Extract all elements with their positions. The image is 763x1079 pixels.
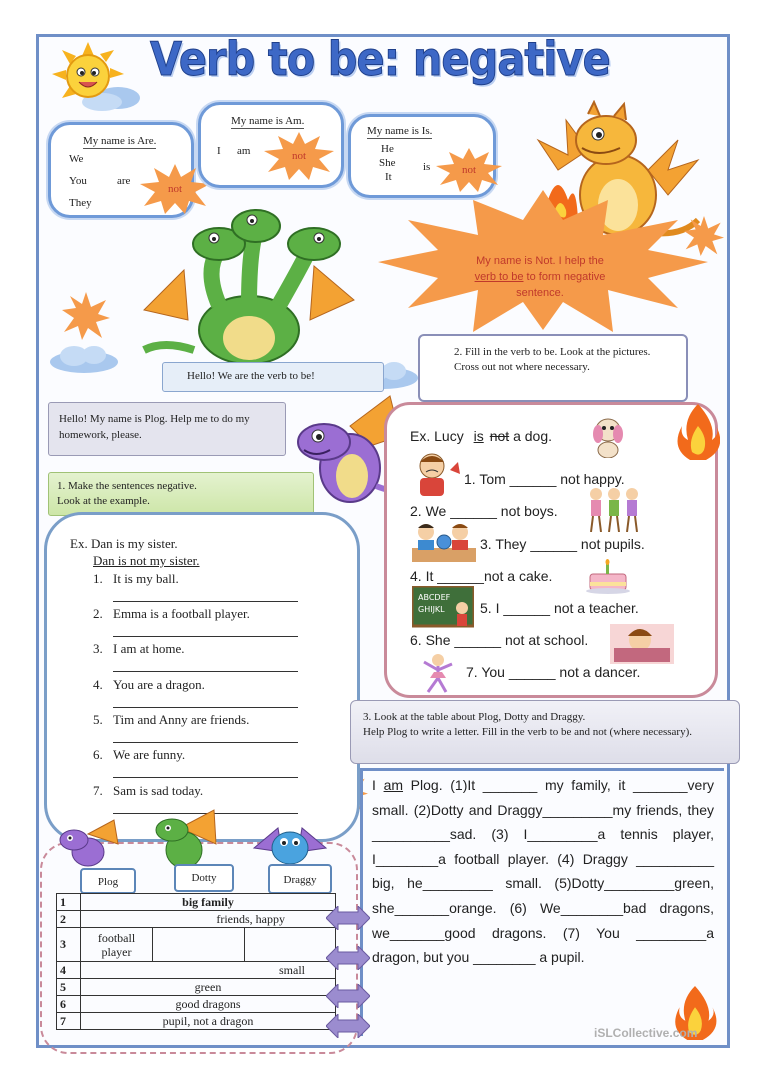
arrow-icon <box>326 946 370 970</box>
arrow-icon <box>326 1014 370 1038</box>
not-star-line2 <box>450 269 630 285</box>
not-label-is: not <box>461 164 477 176</box>
ex1-answer-line[interactable] <box>113 636 298 637</box>
ex1-item-number: 1. <box>93 571 103 586</box>
ex1-example-line2: Dan is not my sister. <box>93 553 200 568</box>
row-cell: green <box>81 979 336 996</box>
worksheet-title: Verb to be: negative <box>150 32 610 86</box>
letter-body: Plog. (1)It _______ my family, it _______very small. (2)Dotty and Draggy_________my friends, they __________sad. (3) I_________a tennis player, I________a football player. (4) Draggy __________ big, he_________ small. (5)Dotty_________green, she_______orange. (6) We________bad dragons, we_______good dragons. (7) You _________a dragon, but you ________ a pupil. <box>372 777 714 966</box>
ex1-answer-line[interactable] <box>113 671 298 672</box>
table-header-dotty: Dotty <box>174 864 234 892</box>
table-header-draggy: Draggy <box>268 864 332 894</box>
row-number: 4 <box>57 962 81 979</box>
ex1-item <box>93 747 185 763</box>
teachers-picture <box>412 520 476 564</box>
ex2-item: 5. I ______ not a teacher. <box>480 600 639 616</box>
ex2-item: 7. You ______ not a dancer. <box>466 664 641 680</box>
ex2-example-crossed-not: not <box>489 428 510 444</box>
pronoun-it: It <box>385 171 392 183</box>
row-cell: good dragons <box>81 996 336 1013</box>
instruction-2-box: 2. Fill in the verb to be. Look at the pictures. Cross out not where necessary. <box>418 334 688 402</box>
arrow-icon <box>326 906 370 930</box>
row-number: 2 <box>57 911 81 928</box>
ex2-example-post: a dog. <box>509 428 553 444</box>
sad-boy-picture <box>410 450 464 498</box>
ex1-answer-line[interactable] <box>113 707 298 708</box>
row-cell: football player <box>81 928 153 962</box>
table-row <box>57 928 336 962</box>
not-star-line3: sentence. <box>516 287 564 299</box>
letter-example-am: am <box>383 777 404 793</box>
ex1-answer-line[interactable] <box>113 601 298 602</box>
ex2-example <box>410 428 552 444</box>
letter-text[interactable] <box>372 773 714 970</box>
ex1-item-number: 7. <box>93 783 103 798</box>
ex2-example-pre: Ex. Lucy <box>410 428 468 444</box>
row-cell: pupil, not a dragon <box>81 1013 336 1030</box>
instruction-1-box: 1. Make the sentences negative. Look at the example. <box>48 472 314 516</box>
bubble-am-head: My name is Am. <box>231 115 305 127</box>
verb-is: is <box>423 161 431 173</box>
blue-dragon-draggy-small-image <box>248 818 332 868</box>
not-star-line1: My name is Not. I help the <box>476 255 604 267</box>
not-label-am: not <box>291 150 307 162</box>
instruction-3-box: 3. Look at the table about Plog, Dotty and Draggy. Help Plog to write a letter. Fill in the verb to be and not (where necessary). <box>350 700 740 764</box>
ex1-item-text: You are a dragon. <box>113 677 205 692</box>
bubble-is-head: My name is Is. <box>367 125 433 137</box>
row-cell <box>153 928 245 962</box>
svg-text:ABCDEF: ABCDEF <box>418 593 451 602</box>
ex1-item <box>93 677 205 693</box>
ex1-answer-line[interactable] <box>113 777 298 778</box>
sleeping-girl-picture <box>610 614 674 664</box>
not-burst-is <box>436 148 502 192</box>
table-row <box>57 1013 336 1030</box>
not-star-line2-rest: to form negative <box>523 271 606 283</box>
not-star-text <box>450 253 630 301</box>
pronoun-he: He <box>381 143 394 155</box>
pronoun-she: She <box>379 157 396 169</box>
ex1-example-line1: Ex. Dan is my sister. <box>70 536 178 551</box>
ex2-item: 4. It ______not a cake. <box>410 568 553 584</box>
ex1-item-number: 3. <box>93 641 103 656</box>
girls-picture <box>584 486 644 532</box>
plog-hello-box: Hello! My name is Plog. Help me to do my homework, please. <box>48 402 286 456</box>
pronoun-they: They <box>69 197 92 209</box>
table-row <box>57 979 336 996</box>
row-cell: big family <box>81 894 336 911</box>
cake-picture <box>586 558 630 594</box>
ex2-item: 1. Tom ______ not happy. <box>464 471 625 487</box>
ex1-item-text: It is my ball. <box>113 571 179 586</box>
ex1-item-number: 6. <box>93 747 103 762</box>
teacher-blackboard-picture <box>412 586 474 630</box>
table-row <box>57 894 336 911</box>
ex1-item <box>93 606 250 622</box>
ex1-item-number: 4. <box>93 677 103 692</box>
green-dragon-dotty-small-image <box>150 808 226 870</box>
row-number: 7 <box>57 1013 81 1030</box>
row-number: 6 <box>57 996 81 1013</box>
ex2-item: 3. They ______ not pupils. <box>480 536 645 552</box>
not-star-verb-link: verb to be <box>474 271 524 283</box>
ex2-example-answer: is <box>473 428 484 444</box>
ex2-item: 2. We ______ not boys. <box>410 503 558 519</box>
verb-am: am <box>237 145 251 157</box>
row-cell <box>245 928 336 962</box>
pronoun-you: You <box>69 175 87 187</box>
dog-picture <box>590 414 626 458</box>
arrow-icon <box>326 984 370 1008</box>
not-burst-am <box>264 132 334 180</box>
row-number: 1 <box>57 894 81 911</box>
hello-verb-box: Hello! We are the verb to be! <box>162 362 384 392</box>
row-cell: small <box>81 962 336 979</box>
not-label-are: not <box>167 183 183 195</box>
orange-star-icon <box>62 292 110 340</box>
ex1-item-text: I am at home. <box>113 641 185 656</box>
watermark: iSLCollective.com <box>594 1026 698 1040</box>
ex1-item-number: 2. <box>93 606 103 621</box>
ex1-item-number: 5. <box>93 712 103 727</box>
letter-start: I <box>372 777 384 793</box>
pronoun-we: We <box>69 153 84 165</box>
green-three-headed-dragon-image <box>124 200 374 368</box>
ex1-item <box>93 571 179 587</box>
svg-text:GHIJKL: GHIJKL <box>418 605 445 614</box>
dancer-picture <box>418 652 458 694</box>
bubble-are-head: My name is Are. <box>83 135 157 147</box>
sun-icon <box>48 40 140 112</box>
row-cell: friends, happy <box>81 911 336 928</box>
table-row <box>57 962 336 979</box>
fire-icon <box>676 404 720 460</box>
ex1-item-text: Emma is a football player. <box>113 606 250 621</box>
table-row <box>57 996 336 1013</box>
purple-dragon-plog-small-image <box>58 818 122 868</box>
pronoun-i: I <box>217 145 221 157</box>
table-row <box>57 911 336 928</box>
ex1-item <box>93 712 249 728</box>
ex1-item-text: Sam is sad today. <box>113 783 204 798</box>
row-number: 3 <box>57 928 81 962</box>
ex1-item <box>93 641 184 657</box>
verb-are: are <box>117 175 131 187</box>
cloud-icon <box>48 344 120 374</box>
table-header-plog: Plog <box>80 868 136 894</box>
orange-star-icon <box>684 214 724 258</box>
ex1-item-text: Tim and Anny are friends. <box>113 712 250 727</box>
row-number: 5 <box>57 979 81 996</box>
ex1-item-text: We are funny. <box>113 747 186 762</box>
ex1-item <box>93 783 203 799</box>
info-table <box>56 893 336 1030</box>
ex1-answer-line[interactable] <box>113 742 298 743</box>
ex2-item: 6. She ______ not at school. <box>410 632 589 648</box>
